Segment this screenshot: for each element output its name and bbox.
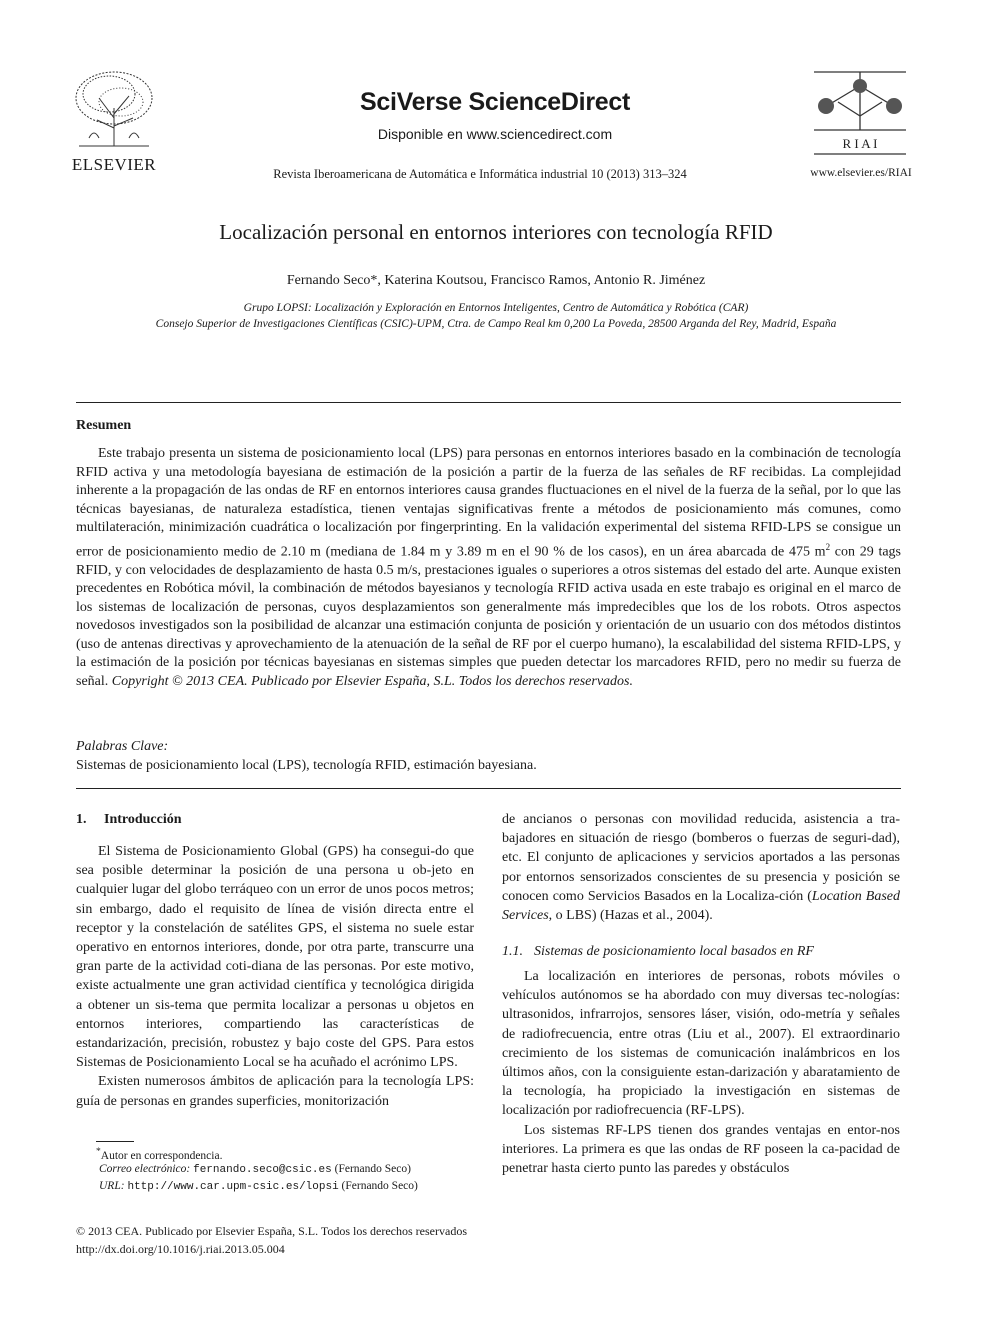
abstract-heading: Resumen xyxy=(76,418,132,433)
footnote-corr-text: Autor en correspondencia. xyxy=(100,1149,223,1162)
abstract-text-a: Este trabajo presenta un sistema de posicionamiento local (LPS) para personas en entornos interiores basado en la combinación de tecnología RFID activa y una metodología bayesiana de estimación de la posición a partir de la fuerza de las señales de RF recibidas. La complejidad inherente a la propagación de las ondas de RF en entornos interiores causa grandes fluctuaciones en el nivel de la fuerza de la señal, por lo que las técnicas bayesianas, de naturaleza estadística, tienen ventajas significativas frente a métodos de posicionamiento más comunes, como multilateración, minimización cuadrática o localización por fingerprinting. En la validación experimental del sistema RFID-LPS se consigue un error de posicionamiento medio de 2.10 m (mediana de 1.84 m y 3.89 m en el 90 % de los casos), en un área abarcada de 475 m xyxy=(76,446,901,560)
footer-copyright: © 2013 CEA. Publicado por Elsevier España, S.L. Todos los derechos reservados xyxy=(76,1224,467,1238)
riai-logo xyxy=(808,68,912,160)
url-label: URL: xyxy=(99,1180,125,1192)
intro-paragraph-1: El Sistema de Posicionamiento Global (GPS) ha consegui-do que sea posible determinar la posición de una persona u ob-jeto en cualquier lugar del globo terráqueo con un error de unos pocos metros; sin embargo, dado el requisito de línea de visión directa entre el receptor y la constelación de satélites GPS, el sistema no suele estar operativo en entornos interiores, donde, por otra parte, transcurre una gran parte de la actividad coti-diana de las personas. Por este motivo, existe actualmente une gran actividad científica y tecnológica dirigida a obtener un sis-tema que permita localizar a personas u objetos en entornos interiores, compartiendo las características de estandarización, precisión, robustez y bajo coste del GPS. Para estos Sistemas de Posicionamiento Local se ha acuñado el acrónimo LPS. xyxy=(76,844,474,1071)
email-owner: (Fernando Seco) xyxy=(334,1163,411,1175)
right-column-lower xyxy=(502,967,900,1178)
right-column xyxy=(502,810,900,925)
abstract-text-b: con 29 tags RFID, y con velocidades de desplazamiento de hasta 0.5 m/s, prestaciones iguales o superiores a otros sistemas del estado del arte. Aunque existen precedentes en Robótica móvil, la combinación de métodos bayesianos y tecnología RFID activa usada en este trabajo es original en el marco de los sistemas de localización de personas, cuyos desplazamientos son generalmente más impredecibles que los de los robots. Otros aspectos novedosos investigados son la posibilidad de alcanzar una estimación conjunta de posición y orientación de un usuario con dos métodos distintos (uso de antenas directivas y aprovechamiento de la atenuación de la señal de RF por el cuerpo humano), la escalabilidad del sistema RFID-LPS, y la estimación de la posición por técnicas bayesianas en sistemas simples que pueden detectar los marcadores RFID, pero no medir su fuerza de señal. xyxy=(76,544,902,689)
intro-paragraph-continued xyxy=(502,810,900,925)
lbs-text-a: de ancianos o personas con movilidad reducida, asistencia a tra-bajadores en situación de riesgo (bomberos o fuerzas de seguri-dad), etc. El conjunto de aplicaciones y servicios aportados a las personas por entornos sensorizados conscientes de su presencia y posición se conocen como Servicios Basados en la Localiza-ción ( xyxy=(502,812,900,904)
subsection-heading xyxy=(502,944,814,960)
riai-emblem-icon xyxy=(808,68,912,160)
superscript-2: 2 xyxy=(825,541,831,552)
subsection-title: Sistemas de posicionamiento local basados en RF xyxy=(534,944,814,959)
riai-logo-text: R I A I xyxy=(842,136,878,151)
footnote-mark: * xyxy=(96,1146,101,1157)
abstract-bottom-rule xyxy=(76,788,901,789)
section-number: 1. xyxy=(76,812,87,827)
keywords: Sistemas de posicionamiento local (LPS), tecnología RFID, estimación bayesiana. xyxy=(76,758,537,773)
article-title: Localización personal en entornos interiores con tecnología RFID xyxy=(219,220,773,244)
affiliation-2: Consejo Superior de Investigaciones Científicas (CSIC)-UPM, Ctra. de Campo Real km 0,200 La Poveda, 28500 Arganda del Rey, Madrid, España xyxy=(155,318,837,330)
email-link[interactable]: fernando.seco@csic.es xyxy=(193,1164,332,1176)
lbs-term: Location Based Services xyxy=(502,888,900,924)
lbs-text-b: , o LBS) (Hazas et al., 2004). xyxy=(548,908,713,924)
platform-subtitle: Disponible en www.sciencedirect.com xyxy=(377,126,613,142)
abstract-body xyxy=(76,445,901,691)
footnote-rule xyxy=(96,1141,134,1142)
footnote-email xyxy=(96,1163,496,1176)
abstract-copyright: Copyright © 2013 CEA. Publicado por Elsevier España, S.L. Todos los derechos reservados. xyxy=(111,673,633,689)
subsection-paragraph-2: Los sistemas RF-LPS tienen dos grandes ventajas en entor-nos interiores. La primera es que las ondas de RF poseen la ca-pacidad de penetrar hasta cierto punto las paredes y obstáculos xyxy=(502,1122,900,1177)
subsection-number: 1.1. xyxy=(502,944,523,959)
email-label: Correo electrónico: xyxy=(99,1163,191,1175)
journal-reference: Revista Iberoamericana de Automática e Informática industrial 10 (2013) 313–324 xyxy=(273,167,687,181)
elsevier-wordmark: ELSEVIER xyxy=(71,155,157,174)
url-owner: (Fernando Seco) xyxy=(341,1180,418,1192)
left-column xyxy=(76,842,474,1111)
section-heading xyxy=(76,812,182,828)
intro-paragraph-2: Existen numerosos ámbitos de aplicación para la tecnología LPS: guía de personas en grandes superficies, monitorización xyxy=(76,1074,474,1109)
elsevier-logo xyxy=(66,68,162,176)
affiliation-1: Grupo LOPSI: Localización y Exploración en Entornos Inteligentes, Centro de Automática y Robótica (CAR) xyxy=(243,302,749,314)
keywords-heading: Palabras Clave: xyxy=(76,739,169,754)
subsection-paragraph-1: La localización en interiores de personas, robots móviles o vehículos autónomos se ha abordado con muy diversas tec-nologías: ultrasonidos, infrarrojos, sensores láser, visión, odo-metría y señales de radiofrecuencia, entre otras (Liu et al., 2007). El extraordinario crecimiento de los sistemas de comunicación inalámbricos en los últimos años, con la consiguiente estan-darización y abaratamiento de la tecnología, ha propiciado la investigación en sistemas de localización por radiofrecuencia (RF-LPS). xyxy=(502,969,900,1119)
doi-link[interactable]: http://dx.doi.org/10.1016/j.riai.2013.05.004 xyxy=(76,1242,285,1256)
journal-url[interactable]: www.elsevier.es/RIAI xyxy=(810,167,912,179)
elsevier-tree-icon xyxy=(69,68,159,148)
author-list: Fernando Seco*, Katerina Koutsou, Francisco Ramos, Antonio R. Jiménez xyxy=(286,273,706,288)
footnote-url xyxy=(96,1180,496,1193)
platform-title: SciVerse ScienceDirect xyxy=(360,88,630,116)
url-link[interactable]: http://www.car.upm-csic.es/lopsi xyxy=(127,1181,339,1193)
footnote-correspondence xyxy=(96,1146,496,1162)
abstract-top-rule xyxy=(76,402,901,403)
section-title: Introducción xyxy=(104,812,182,827)
